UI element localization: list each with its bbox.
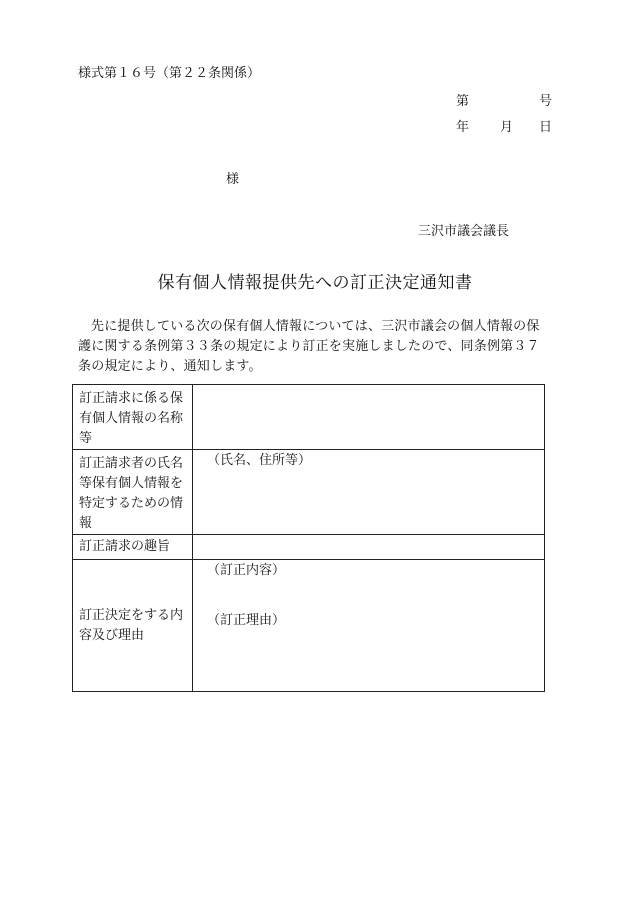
addressee-honorific: 様 xyxy=(226,172,240,187)
row-value-target-info xyxy=(193,385,545,450)
form-number: 様式第１６号（第２２条関係） xyxy=(78,66,261,81)
document-number xyxy=(456,94,552,110)
row-value-request-purpose xyxy=(193,535,545,560)
table-row xyxy=(73,385,545,450)
correction-content-label: （訂正内容） xyxy=(207,563,286,578)
table-row xyxy=(73,450,545,535)
date-day-label: 日 xyxy=(538,120,552,135)
doc-number-suffix: 号 xyxy=(538,94,552,109)
table-row xyxy=(73,535,545,560)
issuer-name: 三沢市議会議長 xyxy=(418,224,510,239)
row-label-decision-content: 訂正決定をする内容及び理由 xyxy=(73,560,193,692)
body-paragraph: 先に提供している次の保有個人情報については、三沢市議会の個人情報の保護に関する条例第３３条の規定により訂正を実施しましたので、同条例第３７条の規定により、通知します。 xyxy=(78,319,540,374)
date-year-label: 年 xyxy=(456,120,470,135)
row-value-decision-content xyxy=(193,560,545,692)
information-table xyxy=(72,384,545,692)
table-row xyxy=(73,560,545,692)
row-label-target-info: 訂正請求に係る保有個人情報の名称等 xyxy=(73,385,193,450)
row-value-requester-info: （氏名、住所等） xyxy=(193,450,545,535)
issue-date xyxy=(456,120,552,136)
date-month-label: 月 xyxy=(500,120,514,135)
row-label-requester-info: 訂正請求者の氏名等保有個人情報を特定するための情報 xyxy=(73,450,193,535)
doc-number-prefix: 第 xyxy=(456,94,470,109)
document-title: 保有個人情報提供先への訂正決定通知書 xyxy=(157,273,473,293)
correction-reason-label: （訂正理由） xyxy=(207,613,286,628)
row-label-request-purpose: 訂正請求の趣旨 xyxy=(73,535,193,560)
